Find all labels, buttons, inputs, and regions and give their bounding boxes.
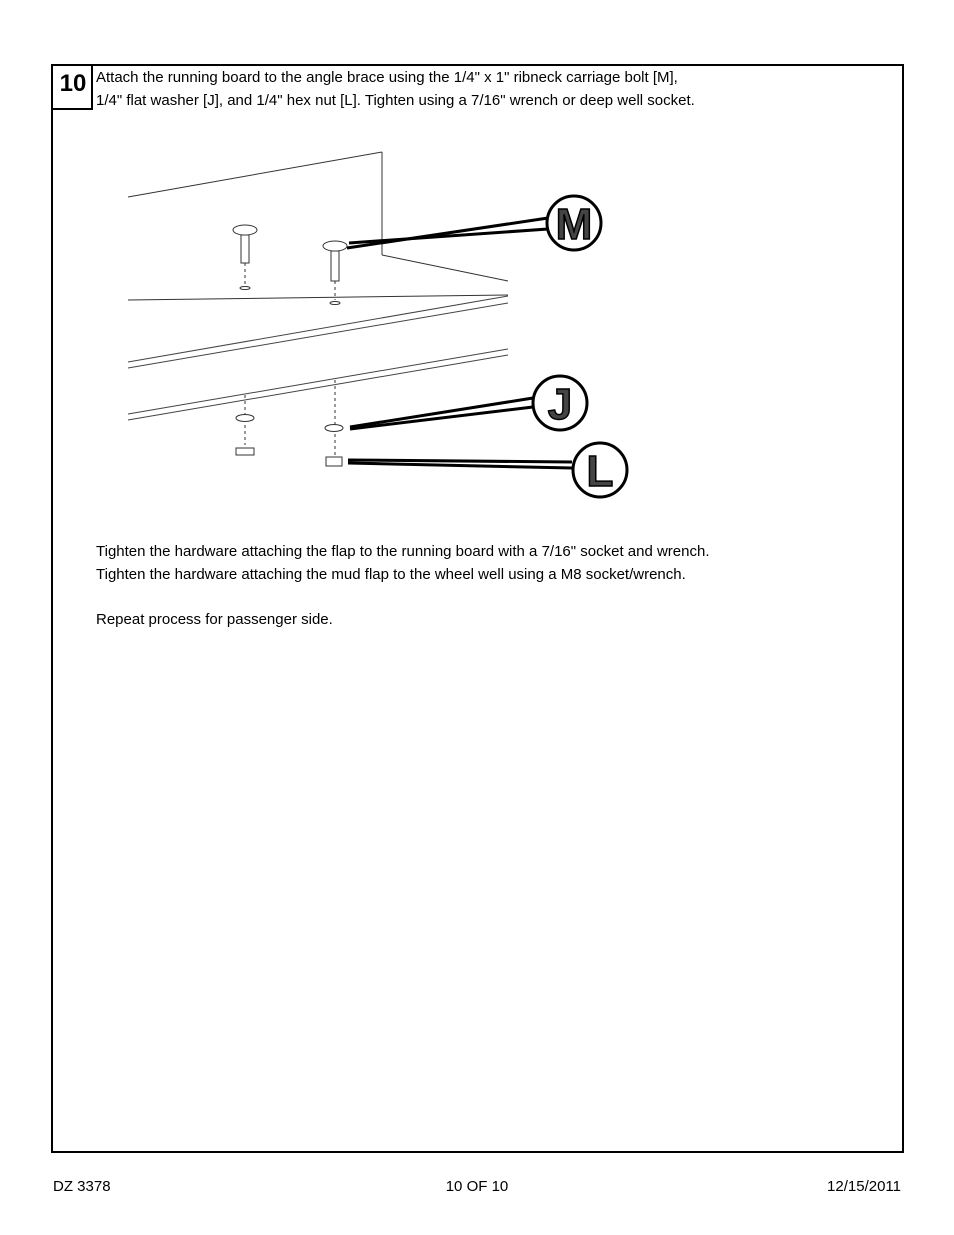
carriage-bolt-left	[233, 225, 257, 290]
notes	[96, 540, 710, 631]
carriage-bolt-right	[323, 241, 347, 305]
instruction-line-2: 1/4" flat washer [J], and 1/4" hex nut [L]. Tighten using a 7/16" wrench or deep well socket.	[96, 92, 695, 109]
note-line-2: Tighten the hardware attaching the mud flap to the wheel well using a M8 socket/wrench.	[96, 566, 686, 583]
instruction-line-1: Attach the running board to the angle brace using the 1/4" x 1" ribneck carriage bolt [M],	[96, 69, 678, 86]
footer-doc-id: DZ 3378	[53, 1178, 111, 1195]
washer-nut-right	[325, 380, 343, 466]
callout-leaders	[347, 218, 572, 468]
step-instructions	[96, 66, 695, 112]
callout-l-label: L	[586, 447, 614, 496]
callout-m-label: M	[555, 200, 593, 249]
running-board	[128, 296, 508, 420]
washer-nut-left	[236, 395, 254, 455]
hardware-diagram	[120, 140, 640, 510]
footer-page: 10 OF 10	[445, 1178, 509, 1195]
footer-date: 12/15/2011	[827, 1178, 901, 1195]
step-number: 10	[59, 70, 87, 97]
callout-j-label: J	[547, 380, 573, 429]
note-line-1: Tighten the hardware attaching the flap to the running board with a 7/16" socket and wrench.	[96, 543, 710, 560]
note-line-3: Repeat process for passenger side.	[96, 611, 333, 628]
angle-brace-panel	[128, 152, 508, 300]
